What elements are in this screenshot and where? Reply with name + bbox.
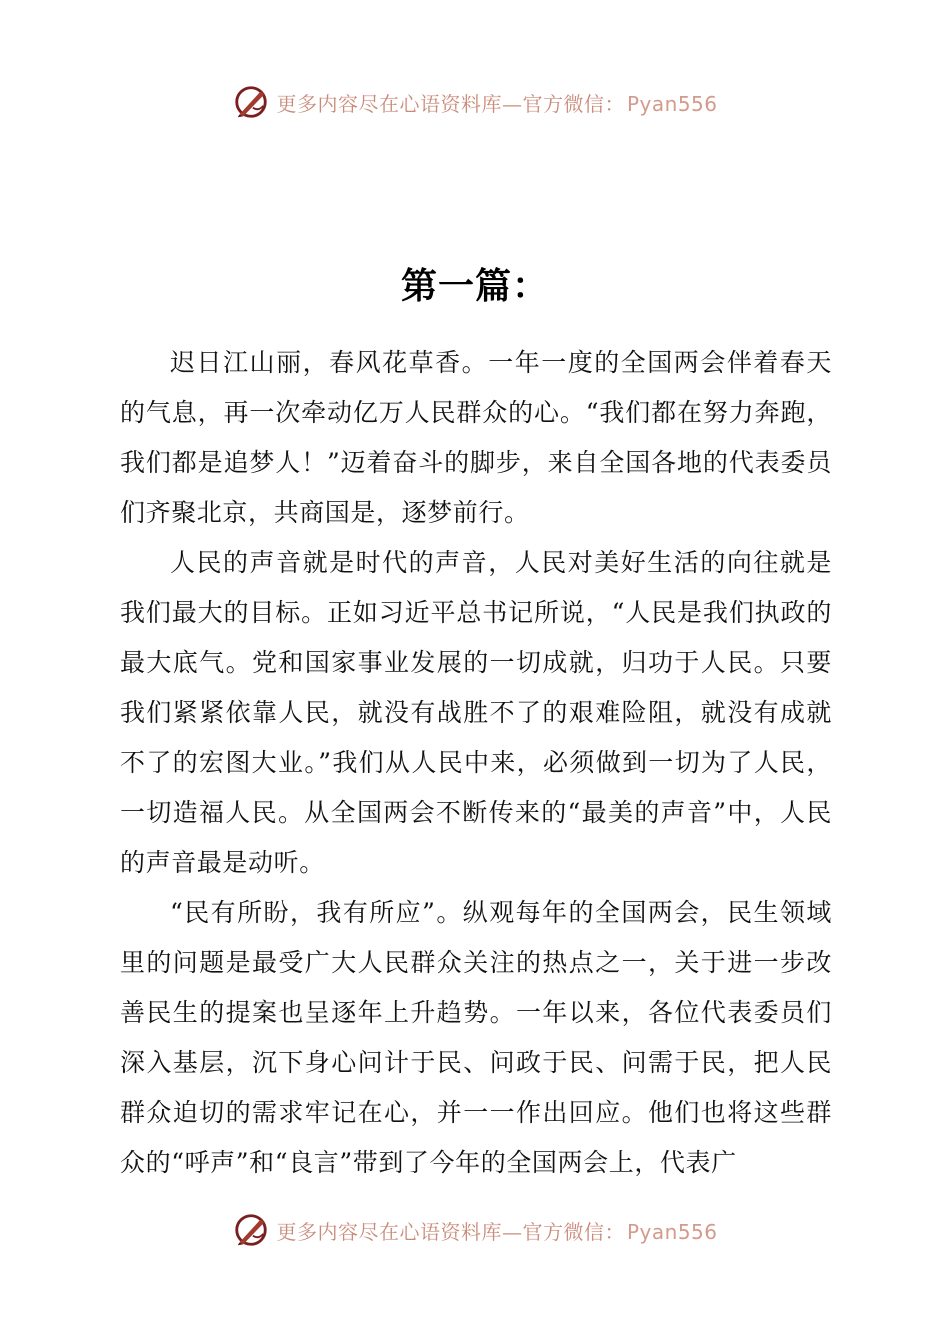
page-title: 第一篇： — [400, 266, 549, 307]
header-banner — [0, 80, 950, 124]
footer-banner-text: 更多内容尽在心语资料库—官方微信： Pyan556 — [276, 1219, 718, 1244]
document-body — [120, 338, 832, 1188]
pen-circle-logo-icon — [232, 83, 270, 121]
pen-circle-logo-icon — [232, 1211, 270, 1249]
paragraph-2: 人民的声音就是时代的声音，人民对美好生活的向往就是我们最大的目标。正如习近平总书记所说，“人民是我们执政的最大底气。党和国家事业发展的一切成就，归功于人民。只要我们紧紧依靠人民，就没有战胜不了的艰难险阻，就没有成就不了的宏图大业。”我们从人民中来，必须做到一切为了人民，一切造福人民。从全国两会不断传来的“最美的声音”中，人民的声音最是动听。 — [120, 548, 832, 877]
header-wechat-id: Pyan556 — [626, 91, 718, 116]
paragraph-1: 迟日江山丽，春风花草香。一年一度的全国两会伴着春天的气息，再一次牵动亿万人民群众的心。“我们都在努力奔跑，我们都是追梦人！”迈着奋斗的脚步，来自全国各地的代表委员们齐聚北京，共商国是，逐梦前行。 — [120, 348, 832, 527]
footer-wechat-id: Pyan556 — [626, 1219, 718, 1244]
footer-banner — [0, 1208, 950, 1252]
paragraph-3: “民有所盼，我有所应”。纵观每年的全国两会，民生领域里的问题是最受广大人民群众关注的热点之一，关于进一步改善民生的提案也呈逐年上升趋势。一年以来，各位代表委员们深入基层，沉下身心问计于民、问政于民、问需于民，把人民群众迫切的需求牢记在心，并一一作出回应。他们也将这些群众的“呼声”和“良言”带到了今年的全国两会上，代表广 — [120, 898, 832, 1177]
header-banner-text: 更多内容尽在心语资料库—官方微信： Pyan556 — [276, 91, 718, 116]
